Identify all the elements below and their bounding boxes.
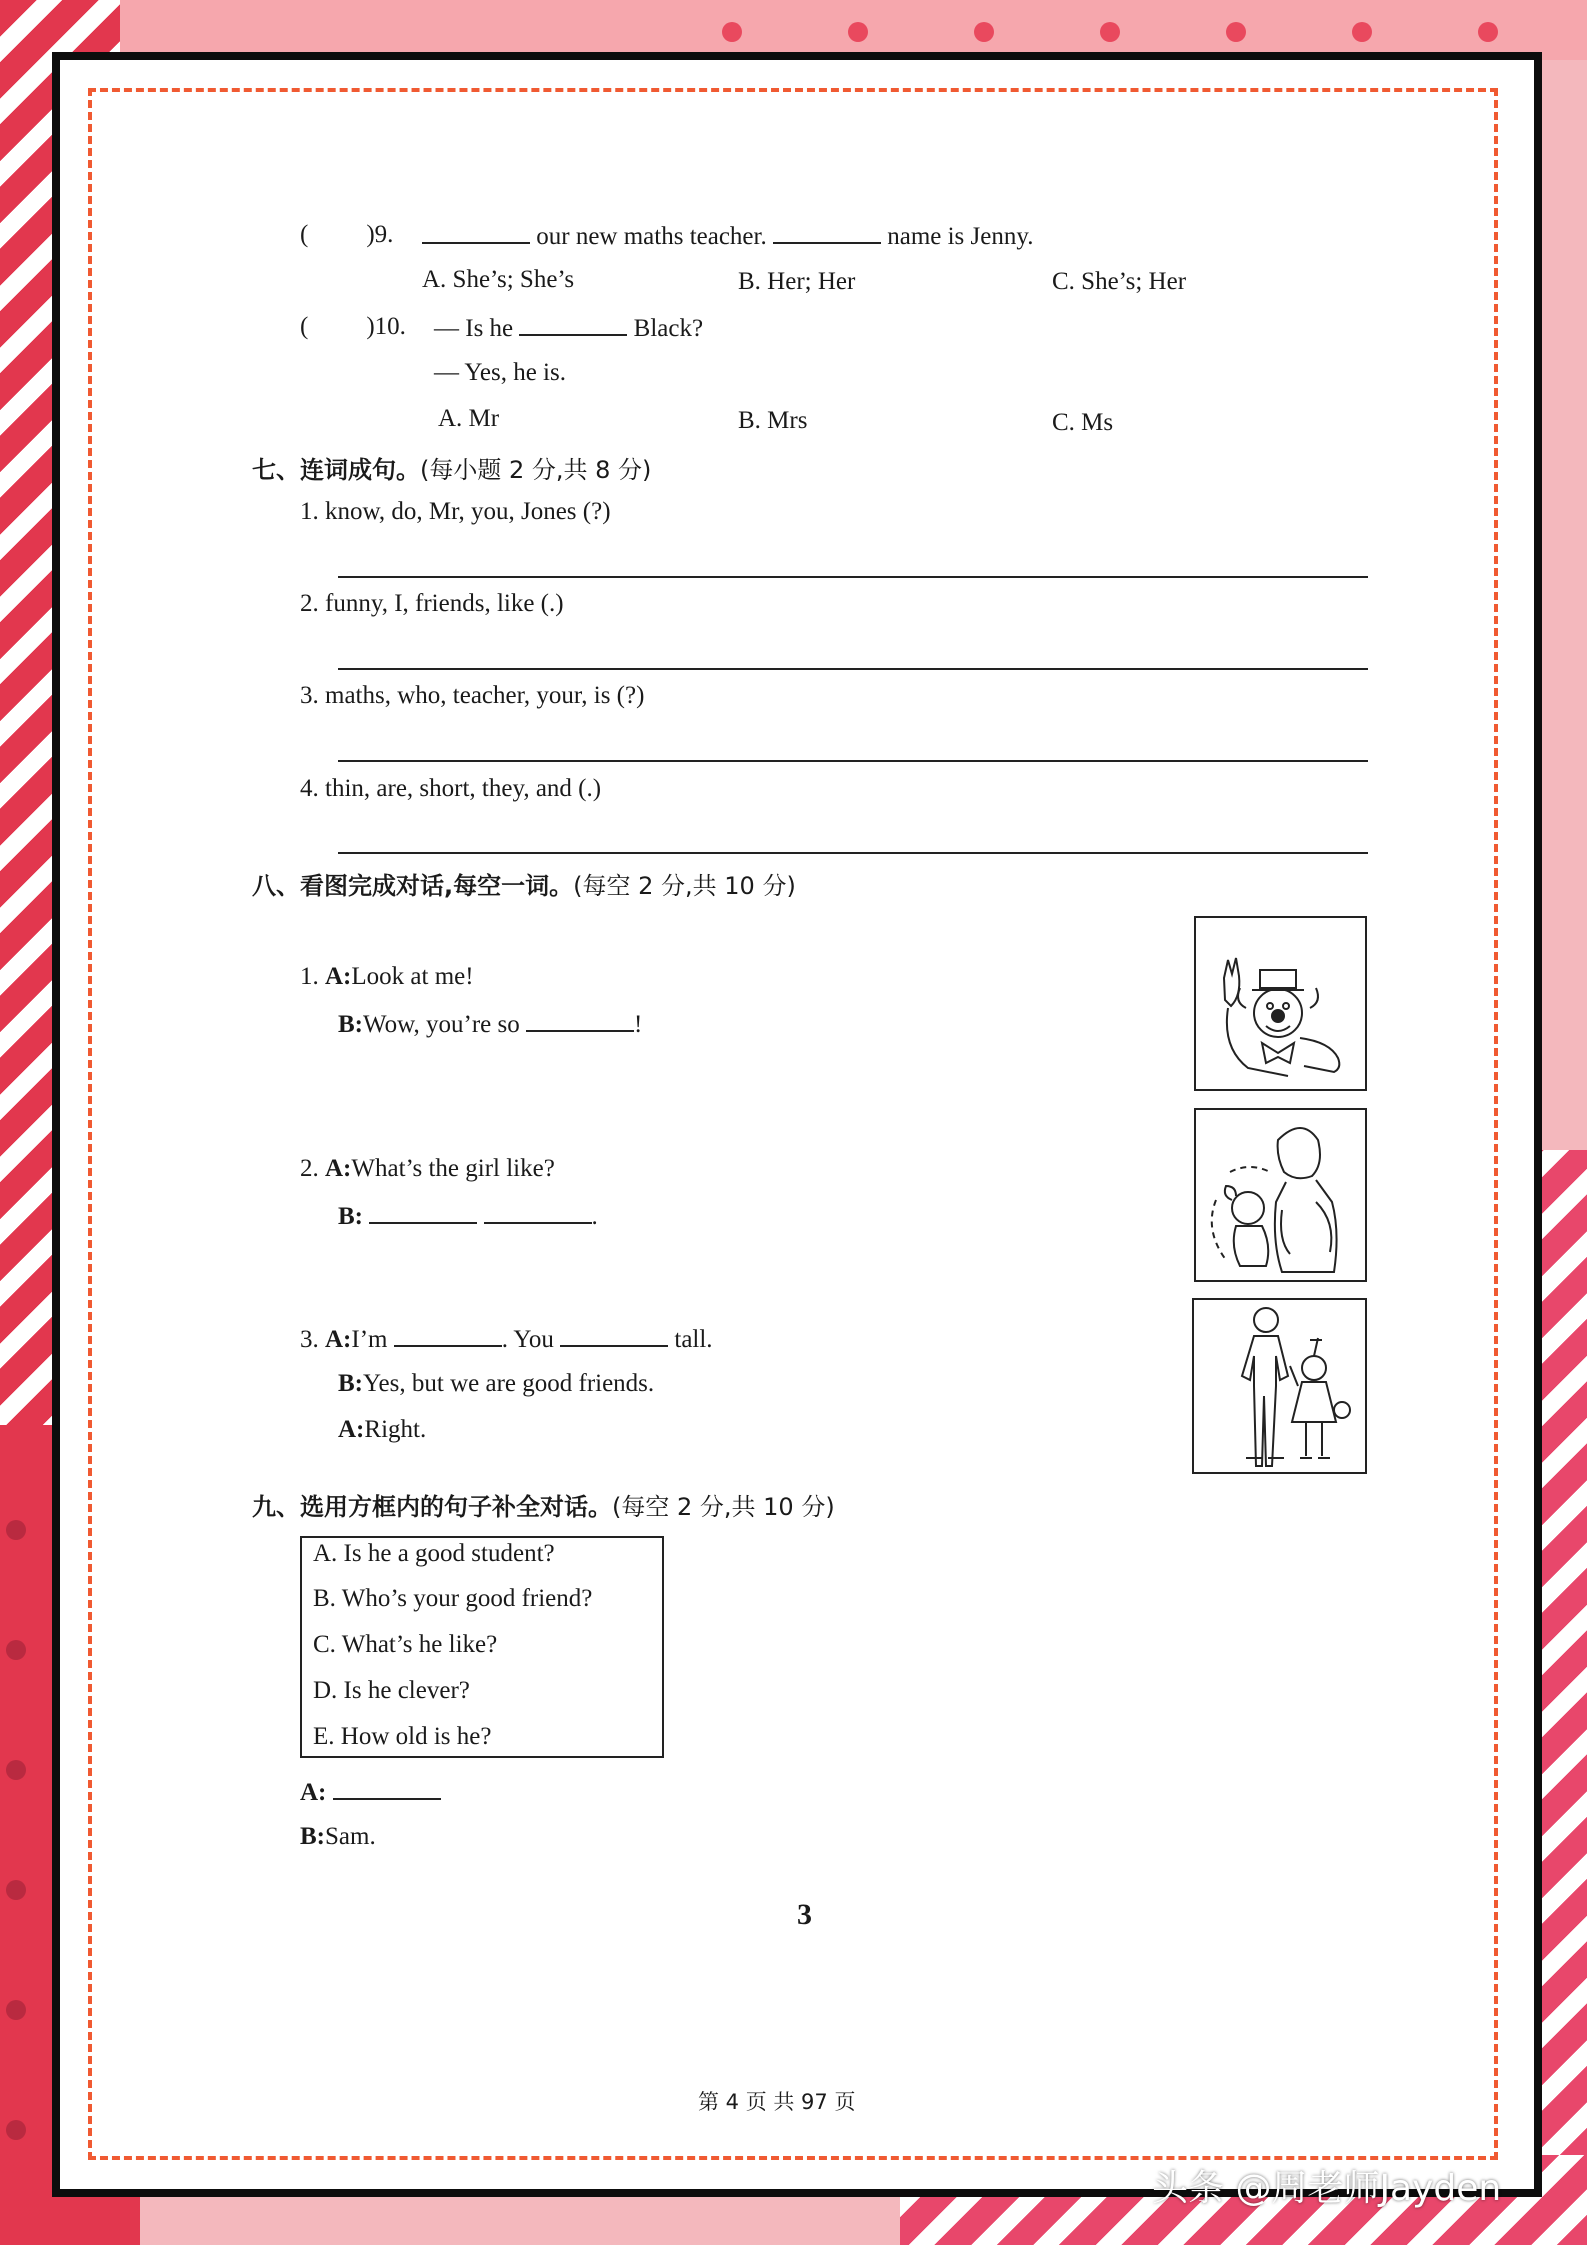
s8-d1-blank[interactable] — [526, 1008, 634, 1032]
decor-dot — [848, 22, 868, 42]
decor-dot — [6, 2000, 26, 2020]
page-number: 3 — [797, 1898, 812, 1931]
q9-stem: our new maths teacher. name is Jenny. — [422, 220, 1033, 252]
s9-option-a: A. Is he a good student? — [313, 1540, 555, 1567]
s7-answer-line-2[interactable] — [338, 668, 1368, 670]
s8-d3-blank-1[interactable] — [394, 1323, 502, 1347]
s7-item-4: 4. thin, are, short, they, and (.) — [300, 775, 602, 802]
s8-d2-line-b: B: . — [338, 1200, 598, 1232]
decor-dot — [1100, 22, 1120, 42]
clown-picture — [1194, 916, 1367, 1091]
page-footer: 第 4 页 共 97 页 — [698, 2090, 856, 2114]
section-7-heading: 七、连词成句。(每小题 2 分,共 8 分) — [252, 456, 652, 484]
s8-d1-line-a: 1. A:Look at me! — [300, 963, 474, 990]
s8-d2-blank-1[interactable] — [369, 1200, 477, 1224]
q9-option-b: B. Her; Her — [738, 268, 856, 295]
s9-option-d: D. Is he clever? — [313, 1677, 470, 1704]
s8-d3-line-a2: A:Right. — [338, 1416, 427, 1443]
s7-item-3: 3. maths, who, teacher, your, is (?) — [300, 682, 645, 709]
q9-option-a: A. She’s; She’s — [422, 266, 575, 293]
s7-answer-line-1[interactable] — [338, 576, 1368, 578]
tall-man-and-girl-drawing — [1194, 1300, 1365, 1472]
decor-dot — [6, 1880, 26, 1900]
decor-dot — [974, 22, 994, 42]
q9-option-c: C. She’s; Her — [1052, 268, 1187, 295]
s8-d2-line-a: 2. A:What’s the girl like? — [300, 1155, 555, 1182]
s9-option-e: E. How old is he? — [313, 1723, 492, 1750]
q10-option-c: C. Ms — [1052, 409, 1114, 436]
s7-answer-line-3[interactable] — [338, 760, 1368, 762]
s7-item-2: 2. funny, I, friends, like (.) — [300, 590, 564, 617]
q10-option-b: B. Mrs — [738, 407, 808, 434]
q9-blank-1[interactable] — [422, 220, 530, 244]
girl-and-mother-picture — [1194, 1108, 1367, 1282]
q10-blank[interactable] — [519, 312, 627, 336]
s9-option-b: B. Who’s your good friend? — [313, 1585, 593, 1612]
s8-d3-line-b: B:Yes, but we are good friends. — [338, 1370, 655, 1397]
s8-d3-line-a: 3. A:I’m . You tall. — [300, 1323, 713, 1355]
s8-d2-blank-2[interactable] — [484, 1200, 592, 1224]
s7-item-1: 1. know, do, Mr, you, Jones (?) — [300, 498, 611, 525]
decor-dot — [6, 2120, 26, 2140]
s7-answer-line-4[interactable] — [338, 852, 1368, 854]
tall-man-and-short-girl-picture — [1192, 1298, 1367, 1474]
s8-d3-blank-2[interactable] — [560, 1323, 668, 1347]
section-9-heading: 九、选用方框内的句子补全对话。(每空 2 分,共 10 分) — [252, 1493, 835, 1521]
watermark: 头条 @周老师Jayden — [1152, 2168, 1502, 2209]
s9-blank-a[interactable] — [333, 1776, 441, 1800]
q9-blank-2[interactable] — [773, 220, 881, 244]
q9-answer-paren[interactable]: ( )9. — [300, 221, 394, 248]
q10-reply: — Yes, he is. — [434, 359, 566, 386]
decor-dot — [1478, 22, 1498, 42]
section-8-heading: 八、看图完成对话,每空一词。(每空 2 分,共 10 分) — [252, 872, 796, 900]
s9-line-b: B:Sam. — [300, 1823, 376, 1850]
q10-option-a: A. Mr — [438, 405, 500, 432]
decor-dot — [6, 1640, 26, 1660]
girl-and-mother-drawing — [1196, 1110, 1365, 1280]
decor-dot — [1226, 22, 1246, 42]
clown-drawing — [1196, 918, 1365, 1089]
s9-option-c: C. What’s he like? — [313, 1631, 498, 1658]
q10-answer-paren[interactable]: ( )10. — [300, 313, 406, 340]
q10-stem: — Is he Black? — [434, 312, 703, 344]
decor-dot — [6, 1760, 26, 1780]
s9-line-a: A: — [300, 1776, 441, 1808]
decor-dot — [1352, 22, 1372, 42]
decor-dot — [6, 1520, 26, 1540]
decor-dot — [722, 22, 742, 42]
s8-d1-line-b: B:Wow, you’re so ! — [338, 1008, 642, 1040]
